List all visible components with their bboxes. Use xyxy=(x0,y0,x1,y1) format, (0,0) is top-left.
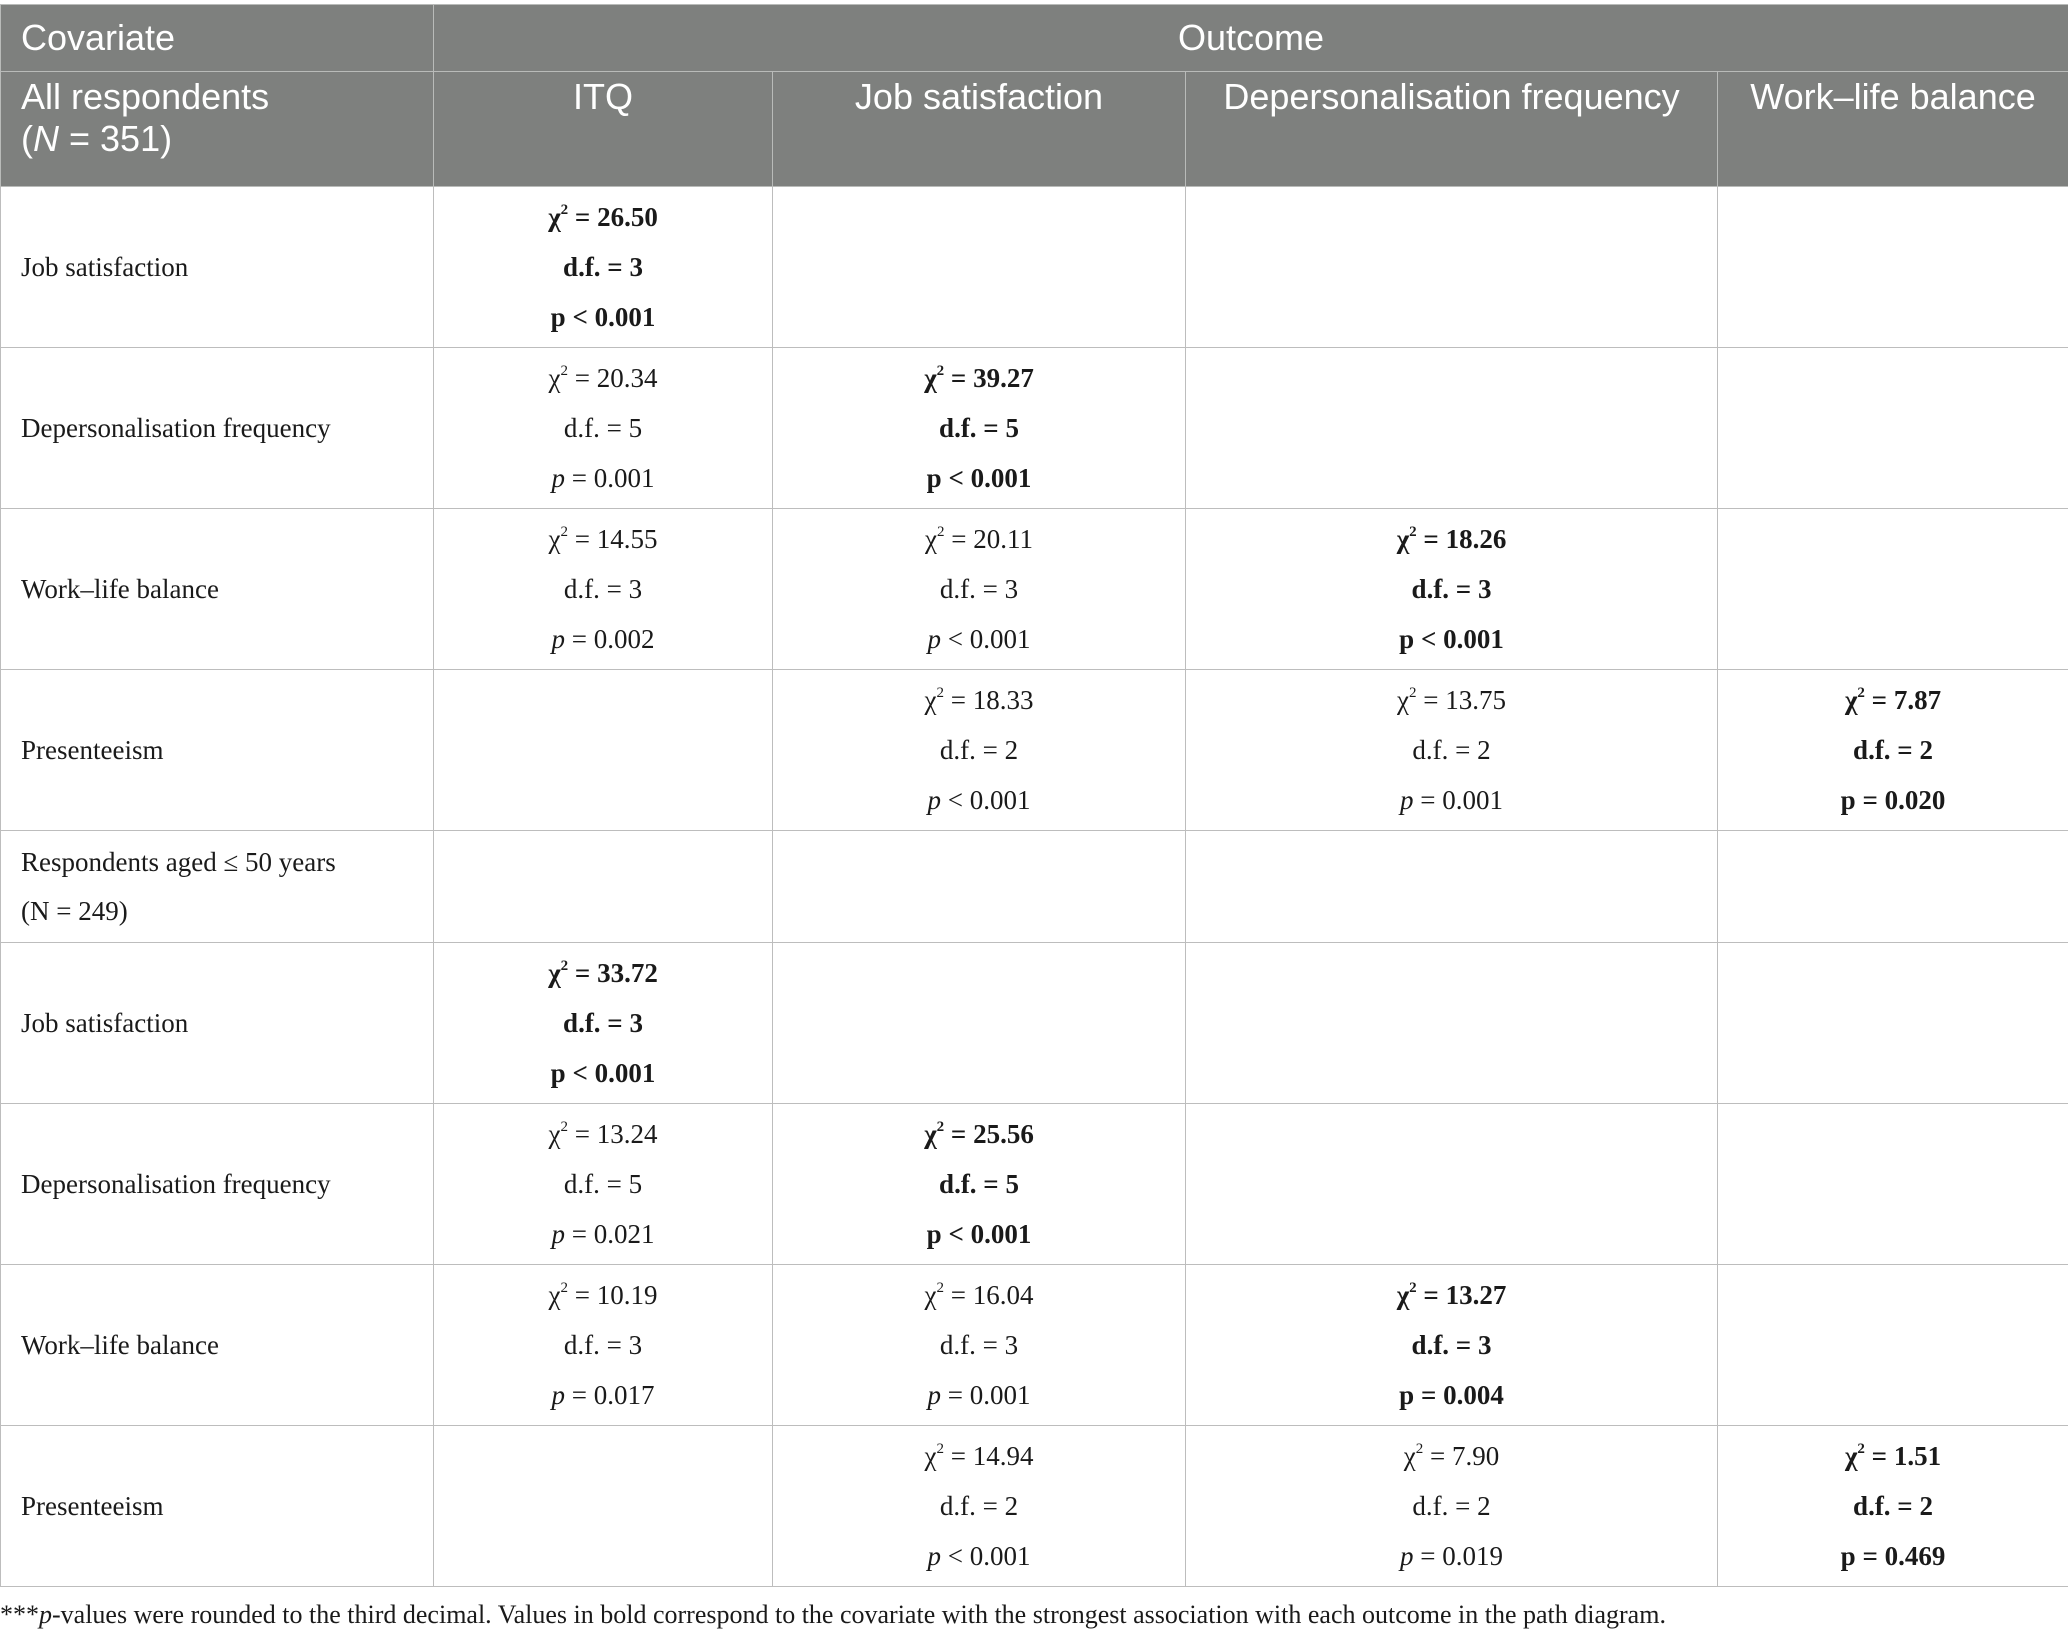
table-body xyxy=(1,187,2068,1587)
p-value: p = 0.001 xyxy=(927,1380,1031,1410)
degrees-of-freedom: d.f. = 2 xyxy=(939,735,1019,765)
degrees-of-freedom: d.f. = 3 xyxy=(1411,1330,1492,1360)
covariate-label: Presenteeism xyxy=(1,1426,434,1587)
p-value: p = 0.017 xyxy=(551,1380,655,1410)
chi-square-value: $\chi^2 = 33.72$ xyxy=(548,958,658,988)
empty-cell xyxy=(1186,831,1718,943)
covariate-label: Presenteeism xyxy=(1,670,434,831)
empty-cell xyxy=(1718,943,2068,1104)
column-header-itq: ITQ xyxy=(434,72,773,187)
degrees-of-freedom: d.f. = 5 xyxy=(939,1169,1019,1199)
empty-cell xyxy=(1718,509,2068,670)
degrees-of-freedom: d.f. = 3 xyxy=(563,574,643,604)
covariate-label: Job satisfaction xyxy=(1,943,434,1104)
chi-square-table xyxy=(0,4,2068,1587)
stat-cell xyxy=(1186,509,1718,670)
degrees-of-freedom: d.f. = 2 xyxy=(1853,735,1933,765)
chi-square-value: $\chi^2 = 13.27$ xyxy=(1396,1280,1507,1310)
stat-cell xyxy=(1186,1426,1718,1587)
table-footnote: ***p-values were rounded to the third decimal. Values in bold correspond to the covariate with the strongest association with each outcome in the path diagram. xyxy=(0,1600,1666,1629)
degrees-of-freedom: d.f. = 3 xyxy=(563,1008,643,1038)
empty-cell xyxy=(1718,187,2068,348)
degrees-of-freedom: d.f. = 3 xyxy=(939,1330,1019,1360)
stat-cell xyxy=(434,1265,773,1426)
chi-square-value: $\chi^2 = 14.94$ xyxy=(924,1441,1034,1471)
p-value: p = 0.001 xyxy=(1400,785,1503,815)
group-label-line1: Respondents aged ≤ 50 years xyxy=(21,846,336,877)
p-value: p = 0.469 xyxy=(1840,1541,1946,1571)
table-row xyxy=(1,1426,2068,1587)
stat-cell xyxy=(434,943,773,1104)
degrees-of-freedom: d.f. = 2 xyxy=(1412,1491,1491,1521)
chi-square-value: $\chi^2 = 39.27$ xyxy=(924,363,1034,393)
stat-cell xyxy=(773,1265,1186,1426)
empty-cell xyxy=(1186,1104,1718,1265)
chi-square-value: $\chi^2 = 1.51$ xyxy=(1844,1441,1942,1471)
stat-cell xyxy=(773,509,1186,670)
chi-square-value: $\chi^2 = 10.19$ xyxy=(548,1280,658,1310)
p-value: p = 0.004 xyxy=(1399,1380,1504,1410)
stat-cell xyxy=(1718,670,2068,831)
p-value: p = 0.002 xyxy=(551,624,655,654)
empty-cell xyxy=(1718,1104,2068,1265)
chi-square-value: $\chi^2 = 7.90$ xyxy=(1403,1441,1500,1471)
empty-cell xyxy=(434,831,773,943)
degrees-of-freedom: d.f. = 3 xyxy=(1411,574,1492,604)
empty-cell xyxy=(1718,831,2068,943)
chi-square-value: $\chi^2 = 7.87$ xyxy=(1844,685,1942,715)
chi-square-value: $\chi^2 = 20.11$ xyxy=(925,524,1033,554)
stat-cell xyxy=(773,348,1186,509)
stat-cell xyxy=(434,509,773,670)
covariate-label: Job satisfaction xyxy=(1,187,434,348)
empty-cell xyxy=(434,1426,773,1587)
header-row-columns xyxy=(1,72,2068,187)
p-value: p < 0.001 xyxy=(927,785,1031,815)
chi-square-value: $\chi^2 = 26.50$ xyxy=(548,202,658,232)
stat-cell xyxy=(773,1426,1186,1587)
outcome-header: Outcome xyxy=(434,5,2068,72)
chi-square-value: $\chi^2 = 20.34$ xyxy=(548,363,658,393)
p-value: p = 0.001 xyxy=(551,463,655,493)
p-value: p = 0.020 xyxy=(1840,785,1946,815)
stat-cell xyxy=(434,1104,773,1265)
p-value: p < 0.001 xyxy=(550,302,656,332)
p-value: p < 0.001 xyxy=(926,463,1032,493)
group-label-all-respondents xyxy=(1,72,434,187)
table-row xyxy=(1,187,2068,348)
empty-cell xyxy=(1186,187,1718,348)
p-value: p < 0.001 xyxy=(1399,624,1504,654)
covariate-label: Work–life balance xyxy=(1,1265,434,1426)
table-row xyxy=(1,670,2068,831)
column-header-depersonalisation-frequency: Depersonalisation frequency xyxy=(1186,72,1718,187)
chi-square-value: $\chi^2 = 25.56$ xyxy=(924,1119,1034,1149)
group-header-row xyxy=(1,831,2068,943)
empty-cell xyxy=(773,187,1186,348)
empty-cell xyxy=(773,831,1186,943)
p-value: p = 0.021 xyxy=(551,1219,655,1249)
p-value: p < 0.001 xyxy=(550,1058,656,1088)
group-label xyxy=(1,831,434,943)
degrees-of-freedom: d.f. = 2 xyxy=(1412,735,1491,765)
stat-cell xyxy=(1186,670,1718,831)
header-row-top xyxy=(1,5,2068,72)
degrees-of-freedom: d.f. = 2 xyxy=(939,1491,1019,1521)
degrees-of-freedom: d.f. = 5 xyxy=(939,413,1019,443)
table-row xyxy=(1,1265,2068,1426)
covariate-label: Depersonalisation frequency xyxy=(1,1104,434,1265)
empty-cell xyxy=(434,670,773,831)
chi-square-value: $\chi^2 = 18.33$ xyxy=(924,685,1034,715)
table-row xyxy=(1,943,2068,1104)
group-label-line2: (N = 351) xyxy=(21,118,173,159)
empty-cell xyxy=(1186,943,1718,1104)
degrees-of-freedom: d.f. = 3 xyxy=(939,574,1019,604)
column-header-job-satisfaction: Job satisfaction xyxy=(773,72,1186,187)
stat-cell xyxy=(773,670,1186,831)
degrees-of-freedom: d.f. = 3 xyxy=(563,1330,643,1360)
chi-square-value: $\chi^2 = 13.75$ xyxy=(1397,685,1506,715)
stat-cell xyxy=(773,1104,1186,1265)
empty-cell xyxy=(1186,348,1718,509)
degrees-of-freedom: d.f. = 3 xyxy=(563,252,643,282)
stat-cell xyxy=(434,348,773,509)
table-row xyxy=(1,1104,2068,1265)
empty-cell xyxy=(1718,348,2068,509)
table-row xyxy=(1,348,2068,509)
chi-square-value: $\chi^2 = 16.04$ xyxy=(924,1280,1034,1310)
covariate-label: Work–life balance xyxy=(1,509,434,670)
stat-cell xyxy=(434,187,773,348)
degrees-of-freedom: d.f. = 5 xyxy=(563,413,643,443)
degrees-of-freedom: d.f. = 5 xyxy=(563,1169,643,1199)
degrees-of-freedom: d.f. = 2 xyxy=(1853,1491,1933,1521)
stat-cell xyxy=(1186,1265,1718,1426)
p-value: p = 0.019 xyxy=(1400,1541,1503,1571)
chi-square-value: $\chi^2 = 14.55$ xyxy=(548,524,658,554)
group-label-line1: All respondents xyxy=(21,76,270,117)
chi-square-value: $\chi^2 = 18.26$ xyxy=(1396,524,1507,554)
empty-cell xyxy=(773,943,1186,1104)
column-header-work-life-balance: Work–life balance xyxy=(1718,72,2068,187)
p-value: p < 0.001 xyxy=(927,1541,1031,1571)
p-value: p < 0.001 xyxy=(926,1219,1032,1249)
chi-square-value: $\chi^2 = 13.24$ xyxy=(548,1119,658,1149)
stat-cell xyxy=(1718,1426,2068,1587)
covariate-label: Depersonalisation frequency xyxy=(1,348,434,509)
covariate-header: Covariate xyxy=(1,5,434,72)
group-label-line2: (N = 249) xyxy=(21,895,128,926)
empty-cell xyxy=(1718,1265,2068,1426)
table-row xyxy=(1,509,2068,670)
p-value: p < 0.001 xyxy=(927,624,1031,654)
